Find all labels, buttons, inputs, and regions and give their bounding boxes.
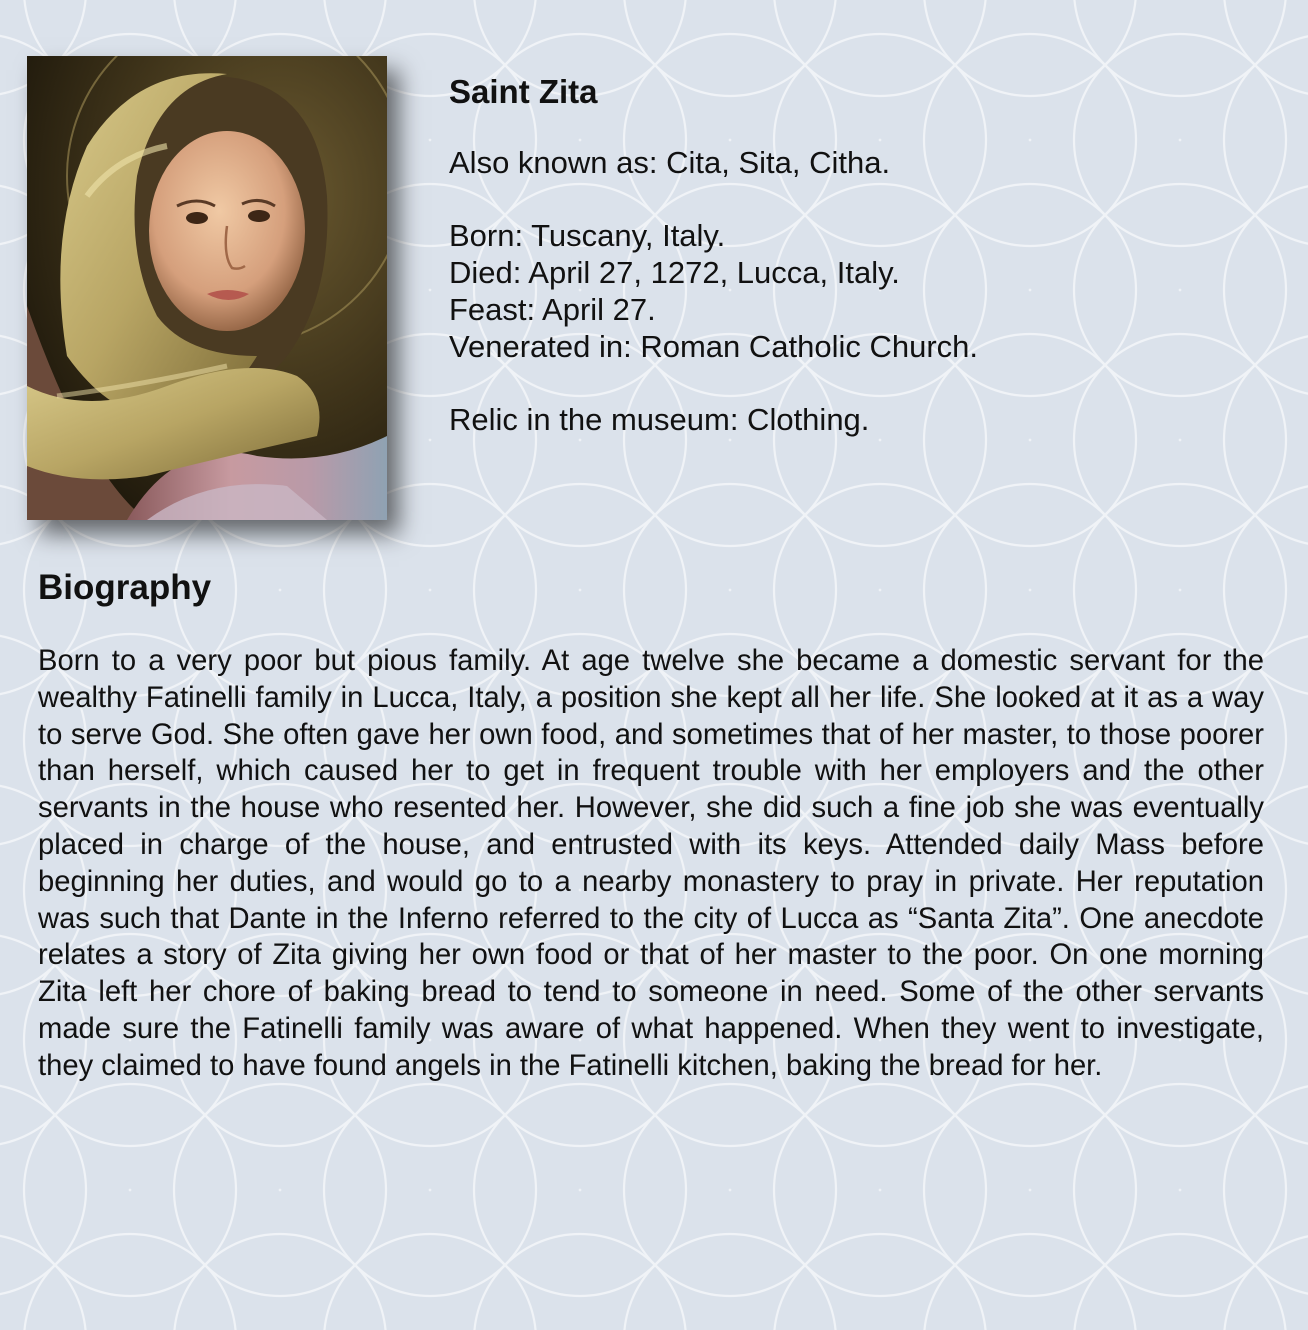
saint-portrait bbox=[27, 56, 387, 520]
saint-info bbox=[449, 72, 1269, 438]
biography-heading: Biography bbox=[38, 568, 212, 607]
saint-name: Saint Zita bbox=[449, 73, 598, 110]
also-known-as: Also known as: Cita, Sita, Citha. bbox=[449, 145, 891, 180]
born-info: Born: Tuscany, Italy. bbox=[449, 218, 726, 253]
relic-info: Relic in the museum: Clothing. bbox=[449, 402, 870, 437]
feast-info: Feast: April 27. bbox=[449, 292, 656, 327]
died-info: Died: April 27, 1272, Lucca, Italy. bbox=[449, 255, 900, 290]
venerated-info: Venerated in: Roman Catholic Church. bbox=[449, 329, 979, 364]
biography-text: Born to a very poor but pious family. At age twelve she became a domestic servant for the wealthy Fatinelli family in Lucca, Italy, a position she kept all her life. She looked at it as a way to serve God. She often gave her own food, and sometimes that of her master, to those poorer than herself, which caused her to get in frequent trouble with her employers and the other servants in the house who resented her. However, she did such a fine job she was eventually placed in charge of the house, and entrusted with its keys. Attended daily Mass before beginning her duties, and would go to a nearby monastery to pray in private. Her reputation was such that Dante in the Inferno referred to the city of Lucca as “Santa Zita”. One anecdote relates a story of Zita giving her own food or that of her master to the poor. On one morning Zita left her chore of baking bread to tend to someone in need. Some of the other servants made sure the Fatinelli family was aware of what happened. When they went to investigate, they claimed to have found angels in the Fatinelli kitchen, baking the bread for her. bbox=[38, 645, 1264, 1082]
biography-section bbox=[38, 567, 1264, 1085]
